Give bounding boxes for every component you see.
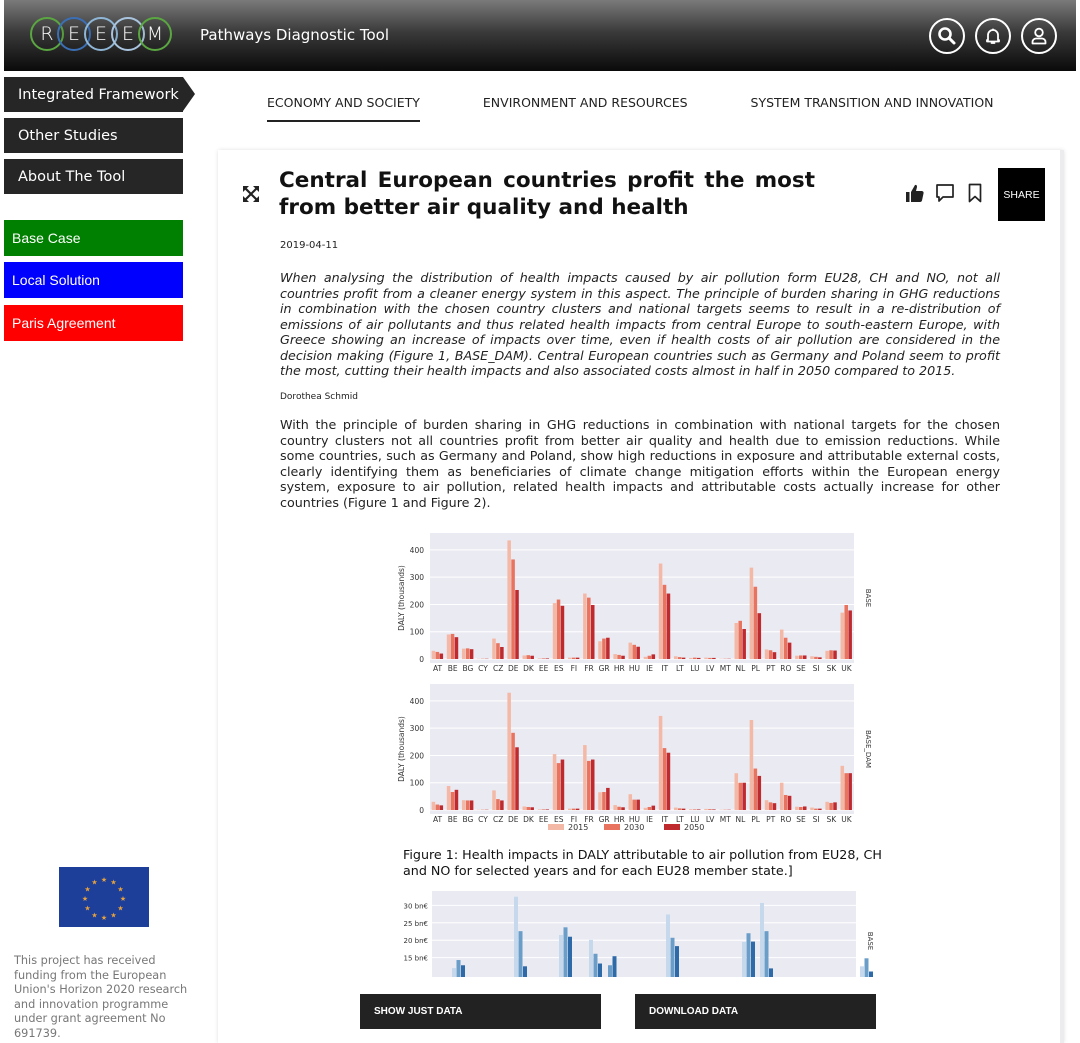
user-icon	[1029, 26, 1049, 46]
app-title: Pathways Diagnostic Tool	[200, 26, 390, 44]
svg-text:LV: LV	[705, 664, 715, 673]
svg-text:2015: 2015	[568, 823, 589, 832]
svg-text:PT: PT	[766, 815, 776, 824]
share-button[interactable]: SHARE	[998, 168, 1045, 221]
svg-text:EE: EE	[538, 815, 549, 824]
figure-1-chart	[392, 528, 892, 842]
like-button[interactable]	[904, 182, 926, 204]
logo-letter: E	[57, 17, 91, 51]
svg-text:200: 200	[409, 751, 424, 761]
bookmark-button[interactable]	[964, 182, 986, 204]
logo-letter: E	[111, 17, 145, 51]
funding-notice: This project has received funding from the European Union's Horizon 2020 research and innovation programme under grant agreement No 691739.	[14, 954, 188, 1040]
svg-text:LU: LU	[690, 664, 700, 673]
svg-text:LU: LU	[690, 815, 700, 824]
svg-text:GR: GR	[598, 664, 610, 673]
search-button[interactable]	[929, 18, 965, 54]
svg-text:HU: HU	[628, 664, 640, 673]
category-tabs	[267, 95, 994, 122]
figure-2-chart	[392, 887, 892, 977]
svg-text:100: 100	[409, 627, 424, 637]
logo-letter: R	[30, 17, 64, 51]
tab-system-transition-and-innovation[interactable]: SYSTEM TRANSITION AND INNOVATION	[750, 95, 994, 110]
svg-text:★: ★	[110, 911, 117, 920]
svg-text:UK: UK	[841, 815, 852, 824]
svg-text:PL: PL	[751, 815, 760, 824]
article-title-line: from better air quality and health	[279, 195, 689, 220]
expand-icon	[242, 185, 260, 203]
svg-text:NL: NL	[735, 664, 746, 673]
svg-text:BE: BE	[447, 815, 458, 824]
svg-text:IE: IE	[646, 664, 654, 673]
svg-text:CZ: CZ	[492, 664, 504, 673]
scenario-local-solution-button[interactable]	[4, 262, 183, 298]
svg-text:PL: PL	[751, 664, 760, 673]
svg-text:DK: DK	[523, 664, 534, 673]
svg-text:★: ★	[81, 895, 89, 903]
svg-text:SE: SE	[796, 815, 806, 824]
eu-flag-icon	[59, 867, 149, 927]
svg-text:DE: DE	[508, 815, 519, 824]
svg-text:★: ★	[119, 895, 127, 903]
svg-text:MT: MT	[719, 664, 731, 673]
sidebar-item-about-the-tool[interactable]	[4, 159, 183, 194]
svg-text:IT: IT	[661, 664, 669, 673]
article-title	[279, 167, 815, 221]
svg-text:100: 100	[409, 778, 424, 788]
svg-text:NL: NL	[735, 815, 746, 824]
svg-text:PT: PT	[766, 664, 776, 673]
logo-letter: M	[138, 17, 172, 51]
comment-icon	[935, 183, 955, 203]
svg-text:★: ★	[91, 911, 98, 920]
svg-text:BG: BG	[462, 664, 474, 673]
svg-text:SK: SK	[826, 664, 837, 673]
reeem-logo[interactable]	[30, 17, 165, 53]
article-body: With the principle of burden sharing in GHG reductions in combination with national targets for the chosen country clusters not all countries profit from better air quality and health due to emission reductions. While some countries, such as Germany and Poland, show high reductions in exposure and attributable external costs, clearly identifying them as beneficiaries of climate change mitigation efforts within the European energy system, exposure to air pollution, related health impacts and attributable costs actually increase for other countries (Figure 1 and Figure 2).	[280, 417, 1000, 510]
svg-text:LT: LT	[675, 664, 684, 673]
search-icon	[937, 26, 957, 46]
notifications-button[interactable]	[975, 18, 1011, 54]
svg-text:ES: ES	[553, 815, 564, 824]
show-just-data-button[interactable]: SHOW JUST DATA	[360, 994, 601, 1029]
svg-text:0: 0	[419, 806, 424, 815]
svg-text:AT: AT	[433, 815, 443, 824]
scenario-label: Local Solution	[12, 272, 100, 288]
top-bar	[4, 0, 1076, 71]
figure-1-caption: Figure 1: Health impacts in DALY attributable to air pollution from EU28, CH and NO for selected years and for each EU28 member state.]	[403, 847, 882, 878]
svg-text:IE: IE	[646, 815, 654, 824]
scenario-base-case-button[interactable]	[4, 220, 183, 256]
svg-text:EE: EE	[538, 664, 549, 673]
article-date: 2019-04-11	[280, 240, 339, 251]
svg-text:HU: HU	[628, 815, 640, 824]
svg-text:FI: FI	[570, 664, 578, 673]
bell-icon	[983, 26, 1003, 46]
svg-text:MT: MT	[719, 815, 731, 824]
bookmark-icon	[965, 183, 985, 203]
sidebar-item-label: Other Studies	[18, 127, 118, 144]
svg-text:SK: SK	[826, 815, 837, 824]
svg-text:SI: SI	[812, 815, 820, 824]
svg-text:SE: SE	[796, 664, 806, 673]
sidebar-item-label: Integrated Framework	[18, 86, 179, 103]
comment-button[interactable]	[934, 182, 956, 204]
article-author: Dorothea Schmid	[280, 392, 358, 402]
sidebar-item-other-studies[interactable]	[4, 118, 183, 153]
svg-text:300: 300	[409, 724, 424, 734]
svg-text:RO: RO	[780, 664, 792, 673]
download-data-button[interactable]: DOWNLOAD DATA	[635, 994, 876, 1029]
article-abstract: When analysing the distribution of health impacts caused by air pollution form EU28, CH and NO, not all countries profit from a cleaner energy system in this aspect. The principle of burden sharing in GHG reductions in combination with the chosen country clusters and national targets seems to result in a re-distribution of emissions of air pollutants and thus related health impacts from central Europe to south-eastern Europe, with Greece showing an increase of impacts over time, even if health costs of air pollution are considered in the decision making (Figure 1, BASE_DAM). Central European countries such as Germany and Poland seem to profit the most, cutting their health impacts and also associated costs almost in half in 2050 compared to 2015.	[280, 270, 1000, 378]
scenario-label: Paris Agreement	[12, 315, 116, 331]
user-profile-button[interactable]	[1021, 18, 1057, 54]
svg-text:BASE_DAM: BASE_DAM	[864, 729, 872, 769]
svg-text:2030: 2030	[624, 823, 645, 832]
svg-text:DE: DE	[508, 664, 519, 673]
svg-text:DALY (thousands): DALY (thousands)	[397, 565, 406, 631]
svg-text:★: ★	[100, 914, 108, 922]
tab-environment-and-resources[interactable]: ENVIRONMENT AND RESOURCES	[482, 95, 688, 110]
logo-letter: E	[84, 17, 118, 51]
svg-text:★: ★	[117, 904, 124, 913]
svg-text:★: ★	[110, 878, 117, 887]
svg-text:HR: HR	[613, 664, 625, 673]
scenario-paris-agreement-button[interactable]	[4, 305, 183, 341]
svg-text:FR: FR	[584, 815, 594, 824]
svg-text:BASE: BASE	[866, 931, 874, 951]
svg-text:400: 400	[409, 545, 424, 555]
svg-text:15 bn€: 15 bn€	[403, 954, 428, 963]
svg-text:RO: RO	[780, 815, 792, 824]
svg-text:CY: CY	[478, 815, 488, 824]
svg-text:CZ: CZ	[492, 815, 504, 824]
scenario-label: Base Case	[12, 230, 81, 246]
svg-text:IT: IT	[661, 815, 669, 824]
svg-text:25 bn€: 25 bn€	[403, 919, 428, 928]
svg-text:★: ★	[117, 885, 124, 894]
svg-text:2050: 2050	[684, 823, 705, 832]
sidebar-item-integrated-framework[interactable]	[4, 77, 183, 112]
svg-text:0: 0	[419, 655, 424, 664]
svg-text:GR: GR	[598, 815, 610, 824]
svg-text:20 bn€: 20 bn€	[403, 937, 428, 946]
svg-text:SI: SI	[812, 664, 820, 673]
svg-text:★: ★	[84, 904, 91, 913]
svg-text:FI: FI	[570, 815, 578, 824]
svg-text:200: 200	[409, 600, 424, 610]
svg-text:HR: HR	[613, 815, 625, 824]
svg-text:ES: ES	[553, 664, 564, 673]
svg-text:LT: LT	[675, 815, 684, 824]
article-card	[218, 150, 1064, 1043]
svg-text:30 bn€: 30 bn€	[403, 902, 428, 911]
svg-text:BASE: BASE	[864, 588, 872, 608]
svg-text:★: ★	[100, 876, 108, 884]
svg-text:BE: BE	[447, 664, 458, 673]
tab-economy-and-society[interactable]: ECONOMY AND SOCIETY	[267, 95, 420, 122]
svg-text:★: ★	[91, 878, 98, 887]
thumbs-up-icon	[905, 183, 925, 203]
svg-text:LV: LV	[705, 815, 715, 824]
expand-button[interactable]	[242, 185, 260, 207]
svg-text:★: ★	[84, 885, 91, 894]
svg-text:DK: DK	[523, 815, 534, 824]
svg-text:AT: AT	[433, 664, 443, 673]
svg-text:BG: BG	[462, 815, 474, 824]
svg-text:300: 300	[409, 573, 424, 583]
svg-text:400: 400	[409, 696, 424, 706]
svg-text:FR: FR	[584, 664, 594, 673]
article-title-line: Central European countries profit the most	[279, 168, 815, 193]
svg-text:CY: CY	[478, 664, 488, 673]
svg-text:DALY (thousands): DALY (thousands)	[397, 716, 406, 782]
sidebar-item-label: About The Tool	[18, 168, 126, 185]
svg-text:UK: UK	[841, 664, 852, 673]
